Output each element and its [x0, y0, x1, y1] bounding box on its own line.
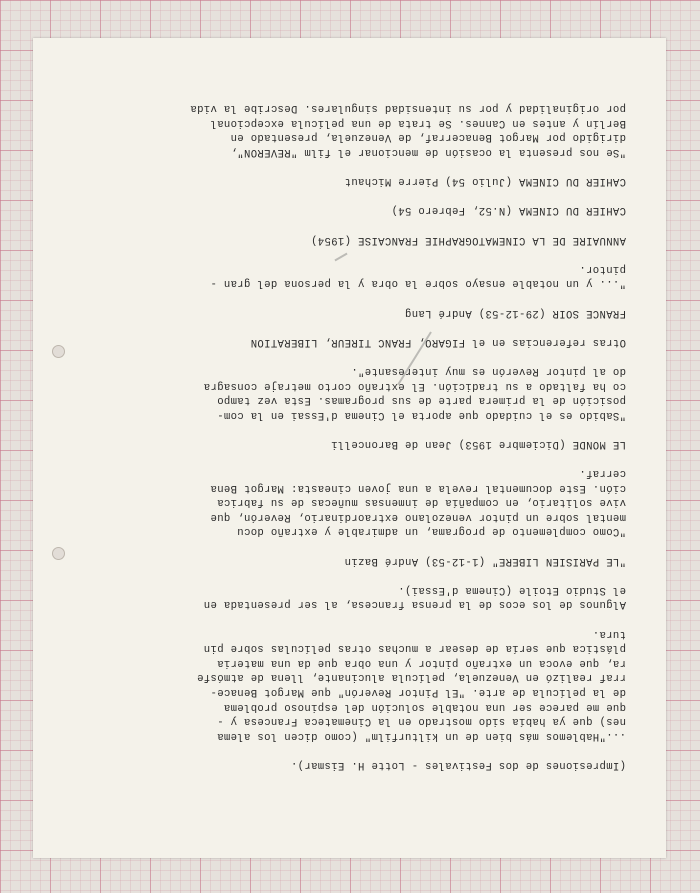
- blank-line: [106, 159, 626, 174]
- text-line: por originalidad y por su intensidad singulares. Describe la vida: [190, 102, 626, 115]
- blank-line: [106, 349, 626, 364]
- text-line: co ha faltado a su tradición. El extraño corto metraje consagra: [203, 379, 626, 392]
- rotated-page: [33, 38, 666, 858]
- text-line: do al pintor Reverón es muy interesante".: [351, 364, 626, 377]
- text-line: posición de la primera parte de sus programas. Esta vez tampo: [216, 394, 626, 407]
- text-line: (Impresiones de dos Festivales - Lotte H. Eismar).: [290, 759, 626, 771]
- text-line: "... y un notable ensayo sobre la obra y la persona del gran -: [210, 277, 626, 290]
- text-line: CAHIER DU CINEMA (Julio 54) Pierre Michaut: [344, 175, 626, 188]
- blank-line: [106, 188, 626, 203]
- text-line: el Studio Etoile (Cinema d'Essai).: [397, 583, 626, 596]
- text-line: plástica que sería de desear a muchas otras películas sobre pin: [203, 642, 626, 655]
- text-line: ..."Hablemos más bien de un kilturfilm" (como dicen los alema: [216, 729, 626, 742]
- text-line: ANNUAIRE DE LA CINEMATOGRAPHIE FRANCAISE (1954): [310, 233, 626, 246]
- blank-line: [106, 611, 626, 626]
- text-line: Berlín y antes en Cannes. Se trata de una película excepcional: [210, 116, 626, 129]
- text-line: "Sabido es el cuidado que aporta el Cinema d'Essai en la com-: [216, 408, 626, 421]
- text-line: ción. Este documental revela a una joven cineasta: Margot Bena: [210, 481, 626, 494]
- blank-line: [106, 217, 626, 232]
- text-line: cerraf.: [579, 467, 626, 480]
- blank-line: [106, 422, 626, 437]
- text-line: LE MONDE (Diciembre 1953) Jean de Baroncelli: [330, 437, 626, 450]
- text-line: FRANCE SOIR (29-12-53) André Lang: [404, 306, 626, 319]
- text-line: vive solitario, en compañía de inmensas muñecas de su fabrica: [216, 496, 626, 509]
- blank-line: [106, 451, 626, 466]
- blank-line: [106, 247, 626, 262]
- text-line: rraf realizó en Venezuela, película alucinante, llena de atmósfe: [196, 671, 626, 684]
- text-line: ra, que evoca un extraño pintor y una obra que da una materia: [216, 656, 626, 669]
- text-line: dirigido por Margot Benacerraf, de Venezuela, presentado en: [230, 131, 626, 144]
- text-line: tura.: [592, 627, 626, 640]
- blank-line: [106, 320, 626, 335]
- blank-line: [106, 568, 626, 583]
- blank-line: [106, 290, 626, 305]
- text-line: "Se nos presenta la ocasión de mencionar el film "REVERON",: [230, 146, 626, 159]
- typed-text-body: [106, 101, 626, 772]
- document-page: [33, 38, 666, 858]
- text-line: Algunos de los ecos de la prensa francesa, al ser presentada en: [203, 598, 626, 611]
- blank-line: [106, 743, 626, 758]
- text-line: de la película de arte. "El Pintor Reverón" que Margot Benace-: [210, 686, 626, 699]
- text-line: pintor.: [579, 262, 626, 275]
- text-line: "Como complemento de programa, un admirable y extraño docu: [236, 525, 626, 538]
- text-line: Otras referencias en el FIGARO, FRANC TIREUR, LIBERATION: [250, 335, 626, 348]
- text-line: que me parece ser una notable solución del espinoso problema: [223, 700, 626, 713]
- text-line: CAHIER DU CINEMA (N.52, Febrero 54): [391, 204, 626, 217]
- text-line: nes) que ya había sido mostrado en la Cinemateca Francesa y -: [216, 715, 626, 728]
- text-line: mental sobre un pintor venezolano extraordinario, Reverón, que: [210, 510, 626, 523]
- text-line: "LE PARISIEN LIBERE" (1-12-53) André Bazin: [344, 554, 626, 567]
- blank-line: [106, 539, 626, 554]
